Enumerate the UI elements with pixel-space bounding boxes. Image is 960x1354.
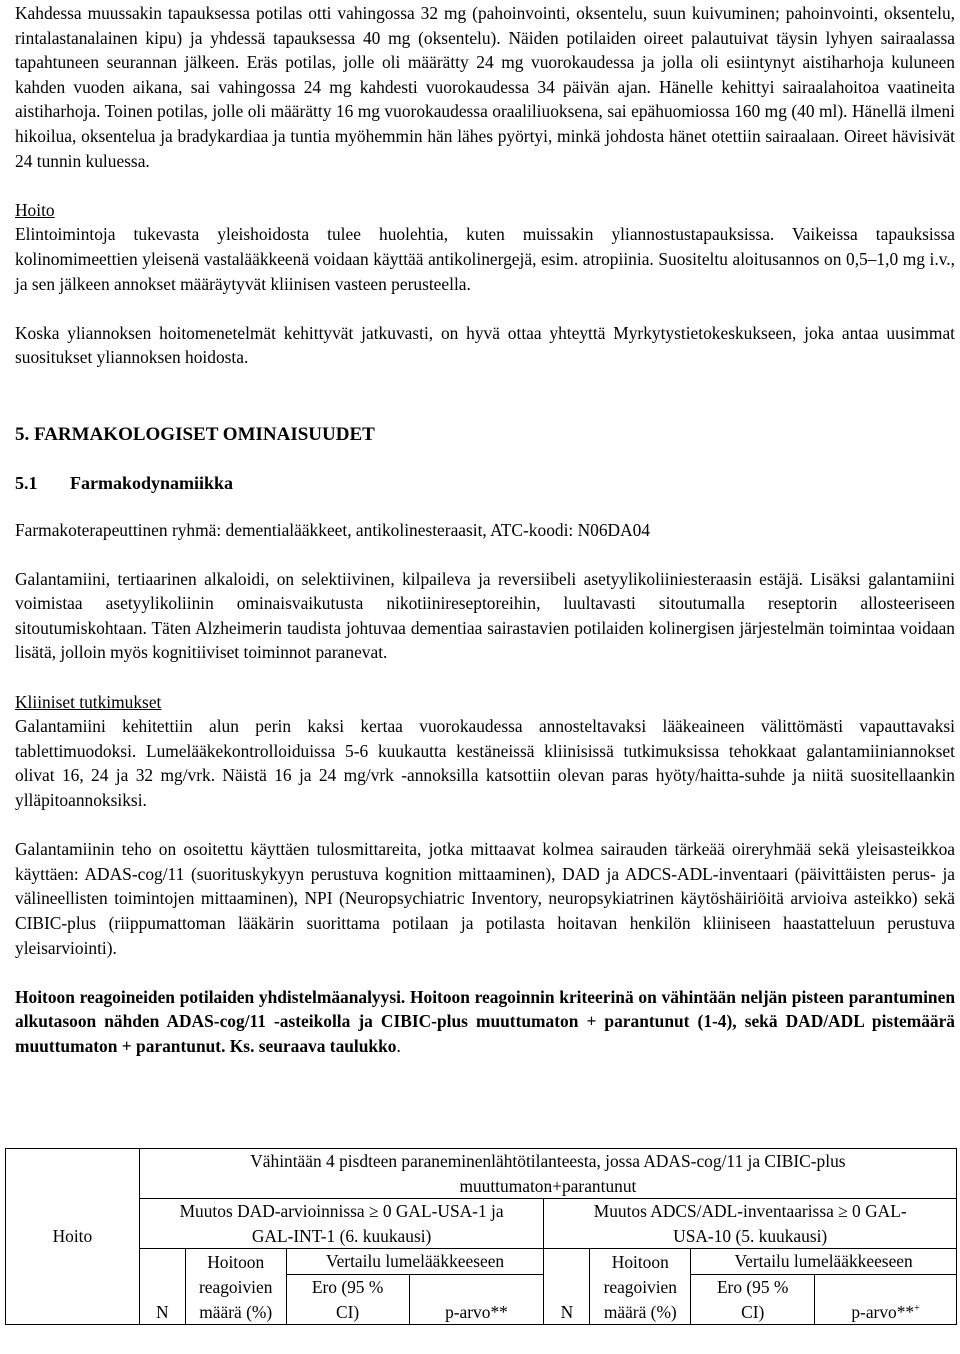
paragraph-responder-analysis <box>15 985 955 1059</box>
table-col-vertailu-left: Vertailu lumelääkkeeseen <box>286 1249 544 1275</box>
responder-table <box>5 1148 957 1325</box>
paragraph-pharmacotherapeutic-group: Farmakoterapeuttinen ryhmä: dementialääkkeet, antikolinesteraasit, ATC-koodi: N06DA04 <box>15 519 651 540</box>
section-5-1-heading <box>15 470 955 496</box>
paragraph-treatment: Elintoimintoja tukevasta yleishoidosta tulee huolehtia, kuten muissakin yliannostustapauksissa. Vaikeissa tapauksissa kolinomimeettien yleisenä vastalääkkeenä voidaan käyttää antikolinergejä, esim. atropiinia. Suositeltu aloitusannos on 0,5–1,0 mg i.v., ja sen jälkeen annokset määräytyvät kliinisen vasteen perusteella. <box>15 224 955 294</box>
paragraph-poison-center: Koska yliannoksen hoitomenetelmät kehittyvät jatkuvasti, on hyvä ottaa yhteyttä Myrkytystietokeskukseen, joka antaa uusimmat suositukset yliannoksen hoidosta. <box>15 322 955 368</box>
table-header-hoito: Hoito <box>6 1149 140 1325</box>
section-5-heading: 5. FARMAKOLOGISET OMINAISUUDET <box>15 423 375 445</box>
heading-kliiniset-tutkimukset: Kliiniset tutkimukset <box>15 691 162 712</box>
table-col-n-left: N <box>139 1249 185 1325</box>
section-5-1-title: Farmakodynamiikka <box>70 472 234 493</box>
table-col-ero-right: Ero (95 % CI) <box>691 1274 815 1324</box>
table-col-vertailu-right: Vertailu lumelääkkeeseen <box>691 1249 957 1275</box>
table-col-p-right <box>815 1274 957 1324</box>
section-5-1-number: 5.1 <box>15 472 38 493</box>
paragraph-mechanism: Galantamiini, tertiaarinen alkaloidi, on selektiivinen, kilpaileva ja reversiibeli asetyylikoliiniesteraasin estäjä. Lisäksi galantamiini voimistaa asetyylikoliinin ominaisvaikutusta nikotiinireseptoreihin, luultavasti sitoutumalla reseptorin allosteeriseen sitoutumiskohtaan. Täten Alzheimerin taudista johtuvaa dementiaa sairastavien potilaiden kolinergisen järjestelmän toimintaa voidaan lisätä, jolloin myös kognitiiviset toiminnot paranevat. <box>15 568 955 663</box>
table-col-ero-left: Ero (95 % CI) <box>286 1274 409 1324</box>
table-col-p-right-label: p-arvo** <box>851 1301 915 1322</box>
paragraph-overdose-cases: Kahdessa muussakin tapauksessa potilas otti vahingossa 32 mg (pahoinvointi, oksentelu, suun kuivuminen; pahoinvointi, oksentelu, rintalastanalainen kipu) ja yhdessä tapauksessa 40 mg (oksentelu). Näiden potilaiden oireet palautuivat täysin lyhyen sairaalassa tapahtuneen seurannan jälkeen. Eräs potilas, jolle oli määrätty 24 mg vuorokaudessa ja jolla oli esiintynyt aistiharhoja kuluneen kahden vuoden aikana, sai vahingossa 24 mg kahdesti vuorokaudessa 34 päivän ajan. Hänelle kehittyi sairaalahoitoa vaatineita aistiharhoja. Toinen potilas, jolle oli määrätty 16 mg vuorokaudessa oraaliliuoksena, sai epähuomiossa 160 mg (40 ml). Hänellä ilmeni hikoilua, oksentelua ja bradykardiaa ja tuntia myöhemmin hän lähes pyörtyi, minkä johdosta hänet otettiin sairaalaan. Oireet hävisivät 24 tunnin kuluessa. <box>15 3 955 171</box>
table-col-n-right: N <box>544 1249 590 1325</box>
paragraph-efficacy-measures: Galantamiinin teho on osoitettu käyttäen tulosmittareita, jotka mittaavat kolmea sairauden tärkeää oireryhmää sekä yleisasteikkoa käyttäen: ADAS-cog/11 (suorituskykyyn perustuva kognition mittaaminen), DAD ja ADCS-ADL-inventaari (päivittäisten perus- ja välineellisten toimintojen mittaaminen), NPI (Neuropsychiatric Inventory, neuropsykiatrinen käytöshäiriöitä arvioiva asteikko) sekä CIBIC-plus (riippumattoman lääkärin suorittama potilaan ja potilasta hoitavan henkilön kliiniseen haastatteluun perustuva yleisarviointi). <box>15 839 955 958</box>
paragraph-clinical-doses: Galantamiini kehitettiin alun perin kaksi kertaa vuorokaudessa annosteltavaksi lääkeaineen välittömästi vapauttavaksi tablettimuodoksi. Lumelääkekontrolloiduissa 5-6 kuukautta kestäneissä kliinisissä tutkimuksissa tehokkaat galantamiiniannokset olivat 16, 24 ja 32 mg/vrk. Näistä 16 ja 24 mg/vrk -annoksilla katsottiin olevan paras hyöty/haitta-suhde ja niitä suositellaankin ylläpitoannoksiksi. <box>15 716 955 811</box>
table-col-p-right-sup: + <box>914 1302 920 1314</box>
table-col-responders-right: Hoitoon reagoivien määrä (%) <box>590 1249 691 1325</box>
document-page <box>15 1 955 1059</box>
table-col-p-left: p-arvo** <box>409 1274 544 1324</box>
table-col-responders-left: Hoitoon reagoivien määrä (%) <box>185 1249 286 1325</box>
heading-hoito: Hoito <box>15 199 55 220</box>
responder-analysis-bold: Hoitoon reagoineiden potilaiden yhdistelmäanalyysi. Hoitoon reagoinnin kriteerinä on vähintään neljän pisteen parantuminen alkutasoon nähden ADAS-cog/11 -asteikolla ja CIBIC-plus muuttumaton + parantunut (1-4), sekä DAD/ADL pistemäärä muuttumaton + parantunut. Ks. seuraava taulukko <box>15 986 955 1056</box>
table-header-dad-group: Muutos DAD-arvioinnissa ≥ 0 GAL-USA-1 ja GAL-INT-1 (6. kuukausi) <box>139 1199 544 1249</box>
table-header-adcs-group: Muutos ADCS/ADL-inventaarissa ≥ 0 GAL-USA-10 (5. kuukausi) <box>544 1199 957 1249</box>
responder-analysis-period: . <box>396 1035 401 1056</box>
table-header-top: Vähintään 4 pisdteen paraneminenlähtötilanteesta, jossa ADAS-cog/11 ja CIBIC-plus muuttumaton+parantunut <box>139 1149 956 1199</box>
